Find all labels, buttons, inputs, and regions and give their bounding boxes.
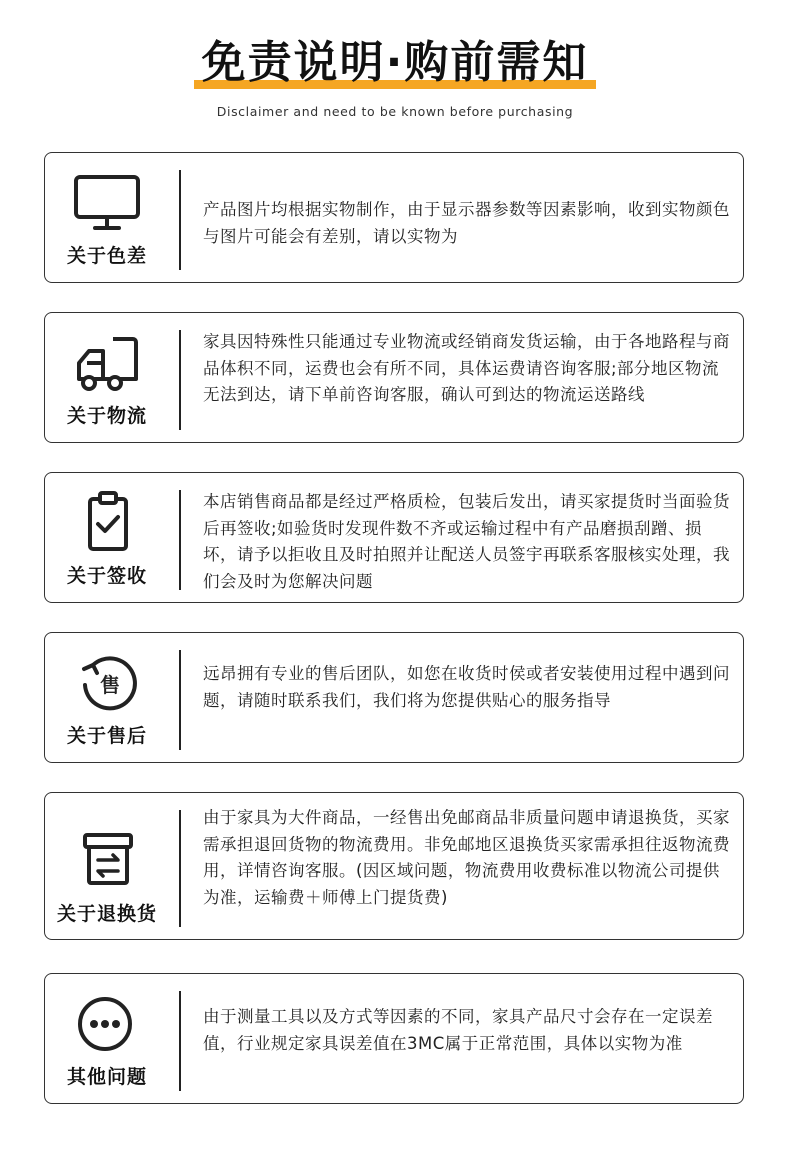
divider xyxy=(179,490,181,590)
divider xyxy=(179,170,181,270)
divider xyxy=(179,991,181,1091)
card-text: 远昂拥有专业的售后团队，如您在收货时侯或者安装使用过程中遇到问题，请随时联系我们，我们将为您提供贴心的服务指导 xyxy=(203,664,730,710)
card-label: 关于售后 xyxy=(66,725,147,747)
card-other xyxy=(44,973,744,1104)
svg-text:售: 售 xyxy=(100,673,120,697)
card-signing xyxy=(44,472,744,603)
after-sale-icon xyxy=(73,651,143,715)
card-text: 产品图片均根据实物制作，由于显示器参数等因素影响，收到实物颜色与图片可能会有差别，请以实物为 xyxy=(203,200,730,246)
divider xyxy=(179,650,181,750)
page-title: 免责说明·购前需知 xyxy=(201,37,589,88)
return-box-icon xyxy=(73,829,143,893)
card-logistics xyxy=(44,312,744,443)
card-label: 其他问题 xyxy=(66,1066,147,1088)
card-label: 关于退换货 xyxy=(56,903,157,925)
more-dots-icon xyxy=(73,992,143,1056)
clipboard-check-icon xyxy=(73,489,143,553)
card-text: 由于家具为大件商品，一经售出免邮商品非质量问题申请退换货，买家需承担退回货物的物流费用。非免邮地区退换货买家需承担往返物流费用，详情咨询客服。(因区域问题，物流费用收费标准以物流公司提供为准，运输费＋师傅上门提货费) xyxy=(203,808,730,907)
card-after-sales xyxy=(44,632,744,763)
card-label: 关于签收 xyxy=(66,565,147,587)
header xyxy=(0,0,790,140)
card-color-difference xyxy=(44,152,744,283)
delivery-truck-icon xyxy=(73,333,143,397)
card-label: 关于物流 xyxy=(66,405,147,427)
card-text: 家具因特殊性只能通过专业物流或经销商发货运输，由于各地路程与商品体积不同，运费也会有所不同，具体运费请咨询客服;部分地区物流无法到达，请下单前咨询客服，确认可到达的物流运送路线 xyxy=(203,332,730,404)
card-text: 本店销售商品都是经过严格质检，包装后发出，请买家提货时当面验货后再签收;如验货时发现件数不齐或运输过程中有产品磨损刮蹭、损坏，请予以拒收且及时拍照并让配送人员签宇再联系客服核实处理，我们会及时为您解决问题 xyxy=(203,492,730,591)
card-text: 由于测量工具以及方式等因素的不同，家具产品尺寸会存在一定误差值，行业规定家具误差值在3MC属于正常范围，具体以实物为准 xyxy=(203,1007,713,1053)
divider xyxy=(179,810,181,927)
divider xyxy=(179,330,181,430)
card-returns xyxy=(44,792,744,940)
page-subtitle: Disclaimer and need to be known before purchasing xyxy=(216,104,574,119)
monitor-icon xyxy=(73,171,143,235)
card-label: 关于色差 xyxy=(66,245,147,267)
